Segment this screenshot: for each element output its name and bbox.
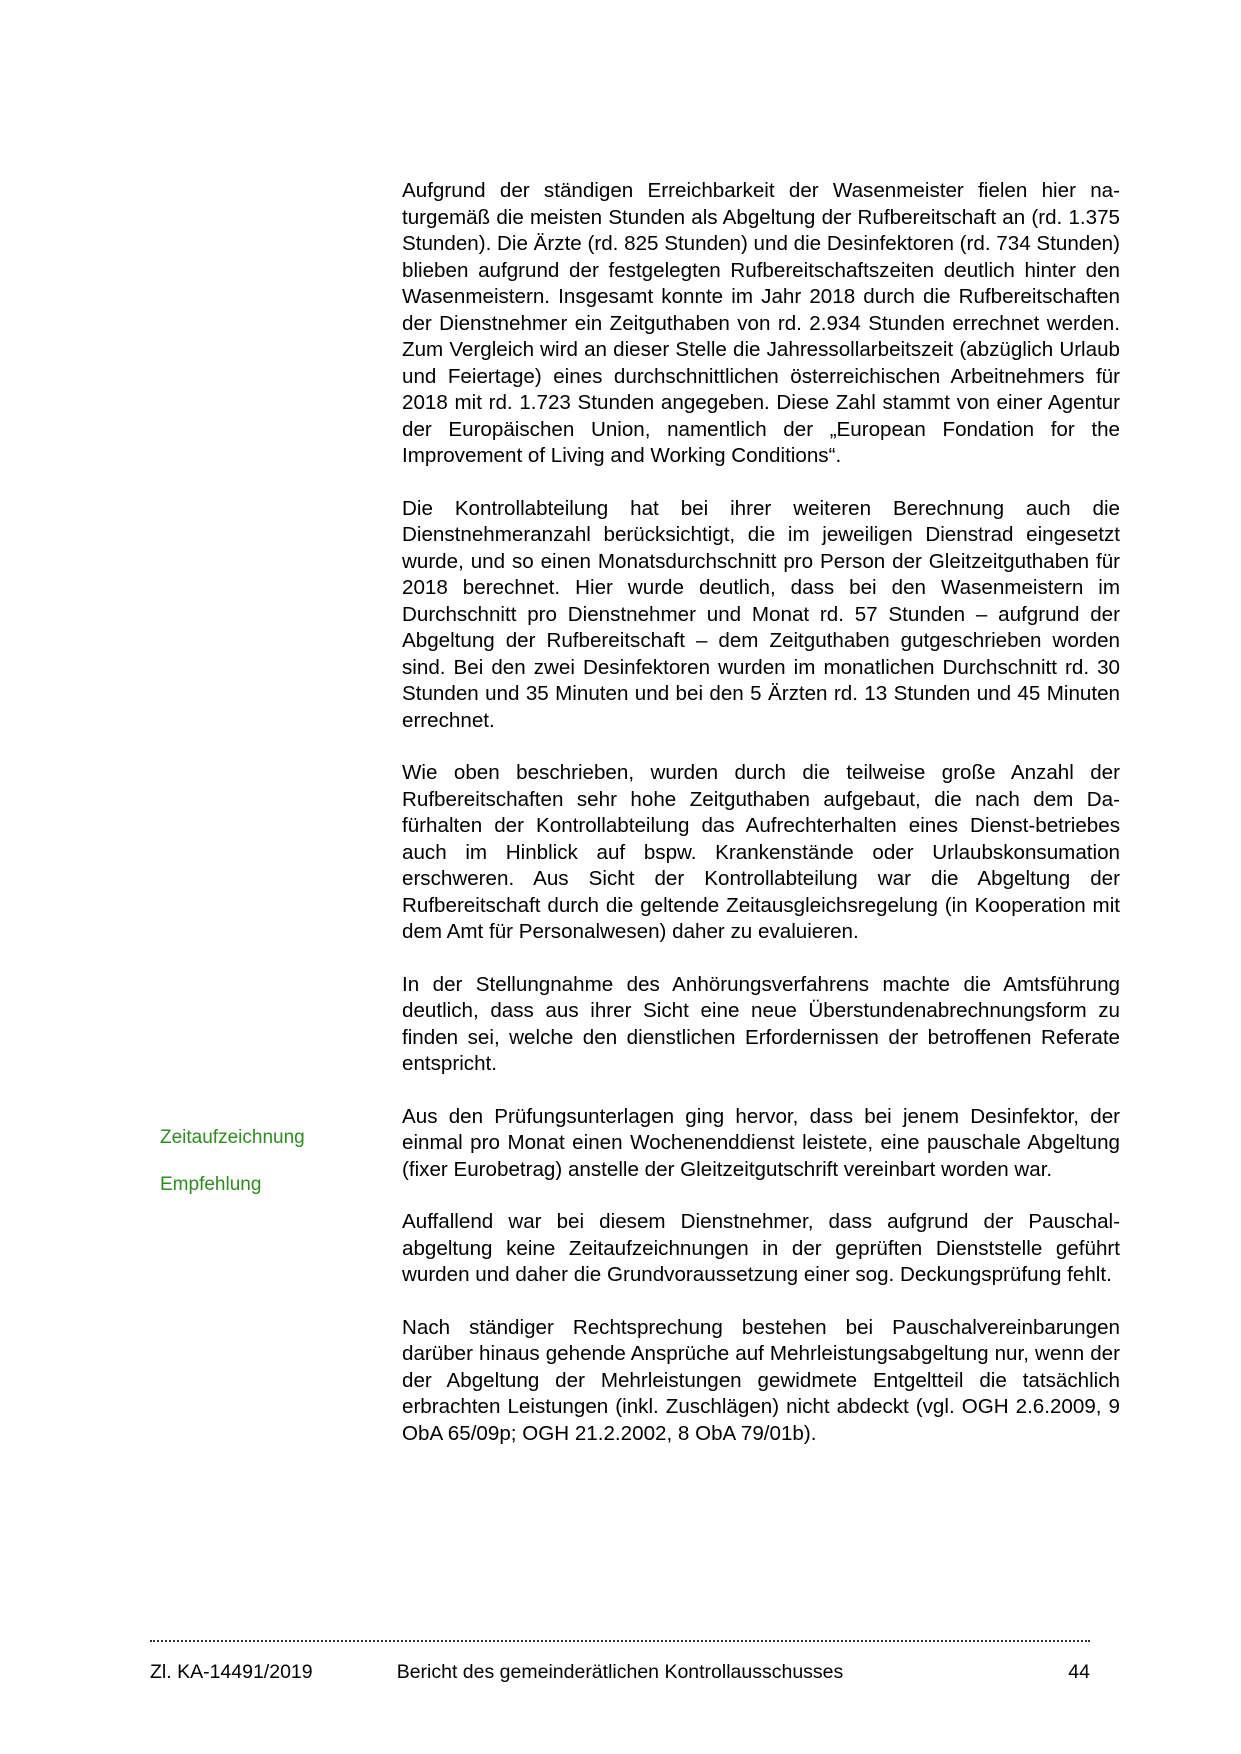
footer-title: Bericht des gemeinderätlichen Kontrollausschusses	[396, 1661, 844, 1683]
margin-note-zeitaufzeichnung: Zeitaufzeichnung	[160, 1127, 305, 1148]
paragraph-monatsdurchschnitt: Die Kontrollabteilung hat bei ihrer weiteren Berechnung auch die Dienstnehmeranzahl berücksichtigt, die im jeweiligen Dienstrad eingesetzt wurde, und so einen Monatsdurchschnitt pro Person der Gleitzeitguthaben für 2018 berechnet. Hier wurde deutlich, dass bei den Wasenmeistern im Durchschnitt pro Dienstnehmer und Monat rd. 57 Stunden – aufgrund der Abgeltung der Rufbereitschaft – dem Zeitguthaben gutgeschrieben worden sind. Bei den zwei Desinfektoren wurden im monatlichen Durchschnitt rd. 30 Stunden und 35 Minuten und bei den 5 Ärzten rd. 13 Stunden und 45 Minuten errechnet.	[402, 496, 1120, 732]
paragraph-stellungnahme: In der Stellungnahme des Anhörungsverfahrens machte die Amtsführung deutlich, dass aus ihrer Sicht eine neue Überstundenabrechnungsform zu finden sei, welche den dienstlichen Erfordernissen der betroffenen Referate entspricht.	[402, 972, 1120, 1075]
page-number: 44	[1068, 1661, 1090, 1683]
main-text-column	[402, 178, 1120, 1473]
paragraph-rufbereitschaft-stunden: Aufgrund der ständigen Erreichbarkeit der Wasenmeister fielen hier naturgemäß die meisten Stunden als Abgeltung der Rufbereitschaft an (rd. 1.375 Stunden). Die Ärzte (rd. 825 Stunden) und die Desinfektoren (rd. 734 Stunden) blieben aufgrund der festgelegten Rufbereitschaftszeiten deutlich hinter den Wasenmeistern. Insgesamt konnte im Jahr 2018 durch die Rufbereitschaften der Dienstnehmer ein Zeitguthaben von rd. 2.934 Stunden errechnet werden. Zum Vergleich wird an dieser Stelle die Jahressollarbeitszeit (abzüglich Urlaub und Feiertage) eines durchschnittlichen österreichischen Arbeitnehmers für 2018 mit rd. 1.723 Stunden angegeben. Diese Zahl stammt von einer Agentur der Europäischen Union, namentlich der „European Fondation for the Improvement of Living and Working Conditions“.	[402, 179, 1120, 467]
paragraph-rechtsprechung: Nach ständiger Rechtsprechung bestehen bei Pauschalvereinbarungen darüber hinaus gehende Ansprüche auf Mehrleistungsabgeltung nur, wenn der der Abgeltung der Mehrleistungen gewidmete Entgeltteil die tatsächlich erbrachten Leistungen (inkl. Zuschlägen) nicht abdeckt (vgl. OGH 2.6.2009, 9 ObA 65/09p; OGH 21.2.2002, 8 ObA 79/01b).	[402, 1315, 1120, 1445]
margin-note-empfehlung: Empfehlung	[160, 1174, 262, 1195]
paragraph-deckungspruefung: Auffallend war bei diesem Dienstnehmer, dass aufgrund der Pauschalabgeltung keine Zeitaufzeichnungen in der geprüften Dienststelle geführt wurden und daher die Grundvoraussetzung einer sog. Deckungsprüfung fehlt.	[402, 1210, 1120, 1286]
paragraph-pauschale-abgeltung: Aus den Prüfungsunterlagen ging hervor, dass bei jenem Desinfektor, der einmal pro Monat einen Wochenenddienst leistete, eine pauschale Abgeltung (fixer Eurobetrag) anstelle der Gleitzeitgutschrift vereinbart worden war.	[402, 1104, 1120, 1181]
footer-divider	[150, 1640, 1090, 1642]
footer-reference: Zl. KA-14491/2019	[150, 1661, 313, 1683]
margin-notes	[160, 1126, 380, 1220]
paragraph-zeitguthaben-evaluierung: Wie oben beschrieben, wurden durch die teilweise große Anzahl der Rufbereitschaften sehr hohe Zeitguthaben aufgebaut, die nach dem Dafürhalten der Kontrollabteilung das Aufrechterhalten eines Dienst-betriebes auch im Hinblick auf bspw. Krankenstände oder Urlaubskonsumation erschweren. Aus Sicht der Kontrollabteilung war die Abgeltung der Rufbereitschaft durch die geltende Zeitausgleichsregelung (in Kooperation mit dem Amt für Personalwesen) daher zu evaluieren.	[402, 761, 1120, 943]
